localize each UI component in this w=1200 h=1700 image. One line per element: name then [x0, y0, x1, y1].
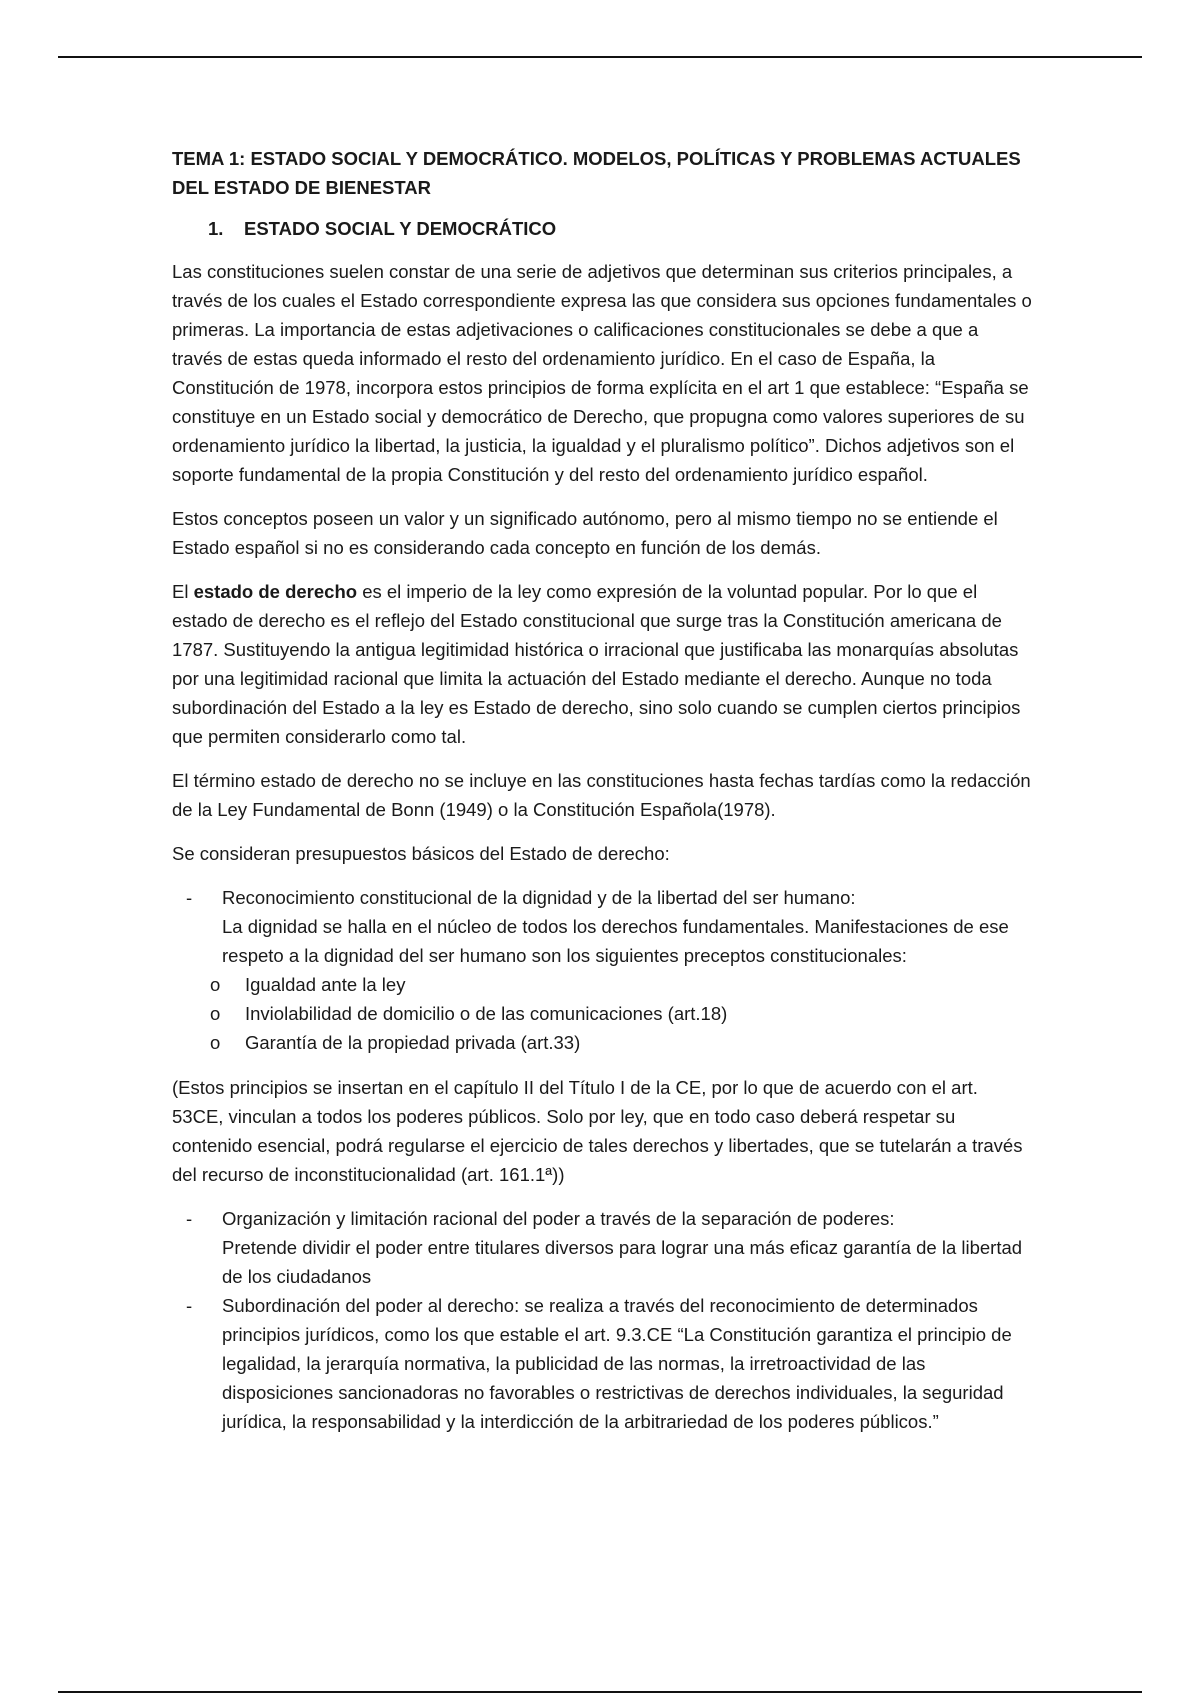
sub-list-item-text: Inviolabilidad de domicilio o de las comunicaciones (art.18) [245, 1003, 728, 1024]
dash-bullet: - [186, 1208, 193, 1229]
circle-bullet: o [210, 1032, 221, 1053]
sub-list-item [172, 970, 1032, 999]
header-rule [58, 56, 1142, 58]
bold-term-estado-de-derecho: estado de derecho [193, 581, 358, 602]
paragraph-estado-de-derecho [172, 577, 1032, 751]
presupuestos-list-continued [172, 1204, 1032, 1436]
list-item [172, 883, 1032, 1057]
paragraph-principios: (Estos principios se insertan en el capítulo II del Título I de la CE, por lo que de acuerdo con el art. 53CE, vinculan a todos los poderes públicos. Solo por ley, que en todo caso deberá respetar su contenido esencial, podrá regularse el ejercicio de tales derechos y libertades, que se tutelarán a través del recurso de inconstitucionalidad (art. 161.1ª)) [172, 1077, 1023, 1185]
paragraph-conceptos: Estos conceptos poseen un valor y un significado autónomo, pero al mismo tiempo no se entiende el Estado español si no es considerando cada concepto en función de los demás. [172, 508, 998, 558]
dash-bullet: - [186, 887, 193, 908]
document-title: TEMA 1: ESTADO SOCIAL Y DEMOCRÁTICO. MODELOS, POLÍTICAS Y PROBLEMAS ACTUALES DEL ESTADO DE BIENESTAR [172, 148, 1021, 198]
sub-list-item [172, 1028, 1032, 1057]
paragraph-constituciones: Las constituciones suelen constar de una serie de adjetivos que determinan sus criterios principales, a través de los cuales el Estado correspondiente expresa las que considera sus opciones fundamentales o primeras. La importancia de estas adjetivaciones o calificaciones constitucionales se debe a que a través de estas queda informado el resto del ordenamiento jurídico. En el caso de España, la Constitución de 1978, incorpora estos principios de forma explícita en el art 1 que establece: “España se constituye en un Estado social y democrático de Derecho, que propugna como valores superiores de su ordenamiento jurídico la libertad, la justicia, la igualdad y el pluralismo político”. Dichos adjetivos son el soporte fundamental de la propia Constitución y del resto del ordenamiento jurídico español. [172, 261, 1032, 485]
paragraph-rest: es el imperio de la ley como expresión de la voluntad popular. Por lo que el estado de derecho es el reflejo del Estado constitucional que surge tras la Constitución americana de 1787. Sustituyendo la antigua legitimidad histórica o irracional que justificaba las monarquías absolutas por una legitimidad racional que limita la actuación del Estado mediante el derecho. Aunque no toda subordinación del Estado a la ley es Estado de derecho, sino solo cuando se cumplen ciertos principios que permiten considerarlo como tal. [172, 581, 1021, 747]
list-item-heading: Reconocimiento constitucional de la dignidad y de la libertad del ser humano: [222, 887, 856, 908]
sub-list [172, 970, 1032, 1057]
list-item-heading: Organización y limitación racional del poder a través de la separación de poderes: [222, 1208, 895, 1229]
section-heading-text: ESTADO SOCIAL Y DEMOCRÁTICO [244, 218, 557, 239]
dash-bullet: - [186, 1295, 193, 1316]
list-item-text: Subordinación del poder al derecho: se realiza a través del reconocimiento de determinados principios jurídicos, como los que estable el art. 9.3.CE “La Constitución garantiza el principio de legalidad, la jerarquía normativa, la publicidad de las normas, la irretroactividad de las disposiciones sancionadoras no favorables o restrictivas de derechos individuales, la seguridad jurídica, la responsabilidad y la interdicción de la arbitrariedad de los poderes públicos.” [222, 1295, 1012, 1432]
paragraph-prefix: El [172, 581, 194, 602]
document-body [172, 144, 1032, 1436]
footer-rule [58, 1691, 1142, 1693]
section-number: 1. [208, 218, 224, 239]
spacer [172, 1057, 1032, 1073]
sub-list-item-text: Igualdad ante la ley [245, 974, 406, 995]
list-item-body: La dignidad se halla en el núcleo de todos los derechos fundamentales. Manifestaciones de ese respeto a la dignidad del ser humano son los siguientes preceptos constitucionales: [222, 916, 1009, 966]
list-item [172, 1204, 1032, 1291]
presupuestos-list [172, 883, 1032, 1057]
paragraph-termino: El término estado de derecho no se incluye en las constituciones hasta fechas tardías como la redacción de la Ley Fundamental de Bonn (1949) o la Constitución Española(1978). [172, 770, 1031, 820]
sub-list-item [172, 999, 1032, 1028]
list-item-body: Pretende dividir el poder entre titulares diversos para lograr una más eficaz garantía de la libertad de los ciudadanos [222, 1237, 1023, 1287]
paragraph-presupuestos: Se consideran presupuestos básicos del Estado de derecho: [172, 843, 670, 864]
section-heading [208, 214, 1032, 243]
circle-bullet: o [210, 1003, 221, 1024]
sub-list-item-text: Garantía de la propiedad privada (art.33) [245, 1032, 581, 1053]
list-item [172, 1291, 1032, 1436]
circle-bullet: o [210, 974, 221, 995]
